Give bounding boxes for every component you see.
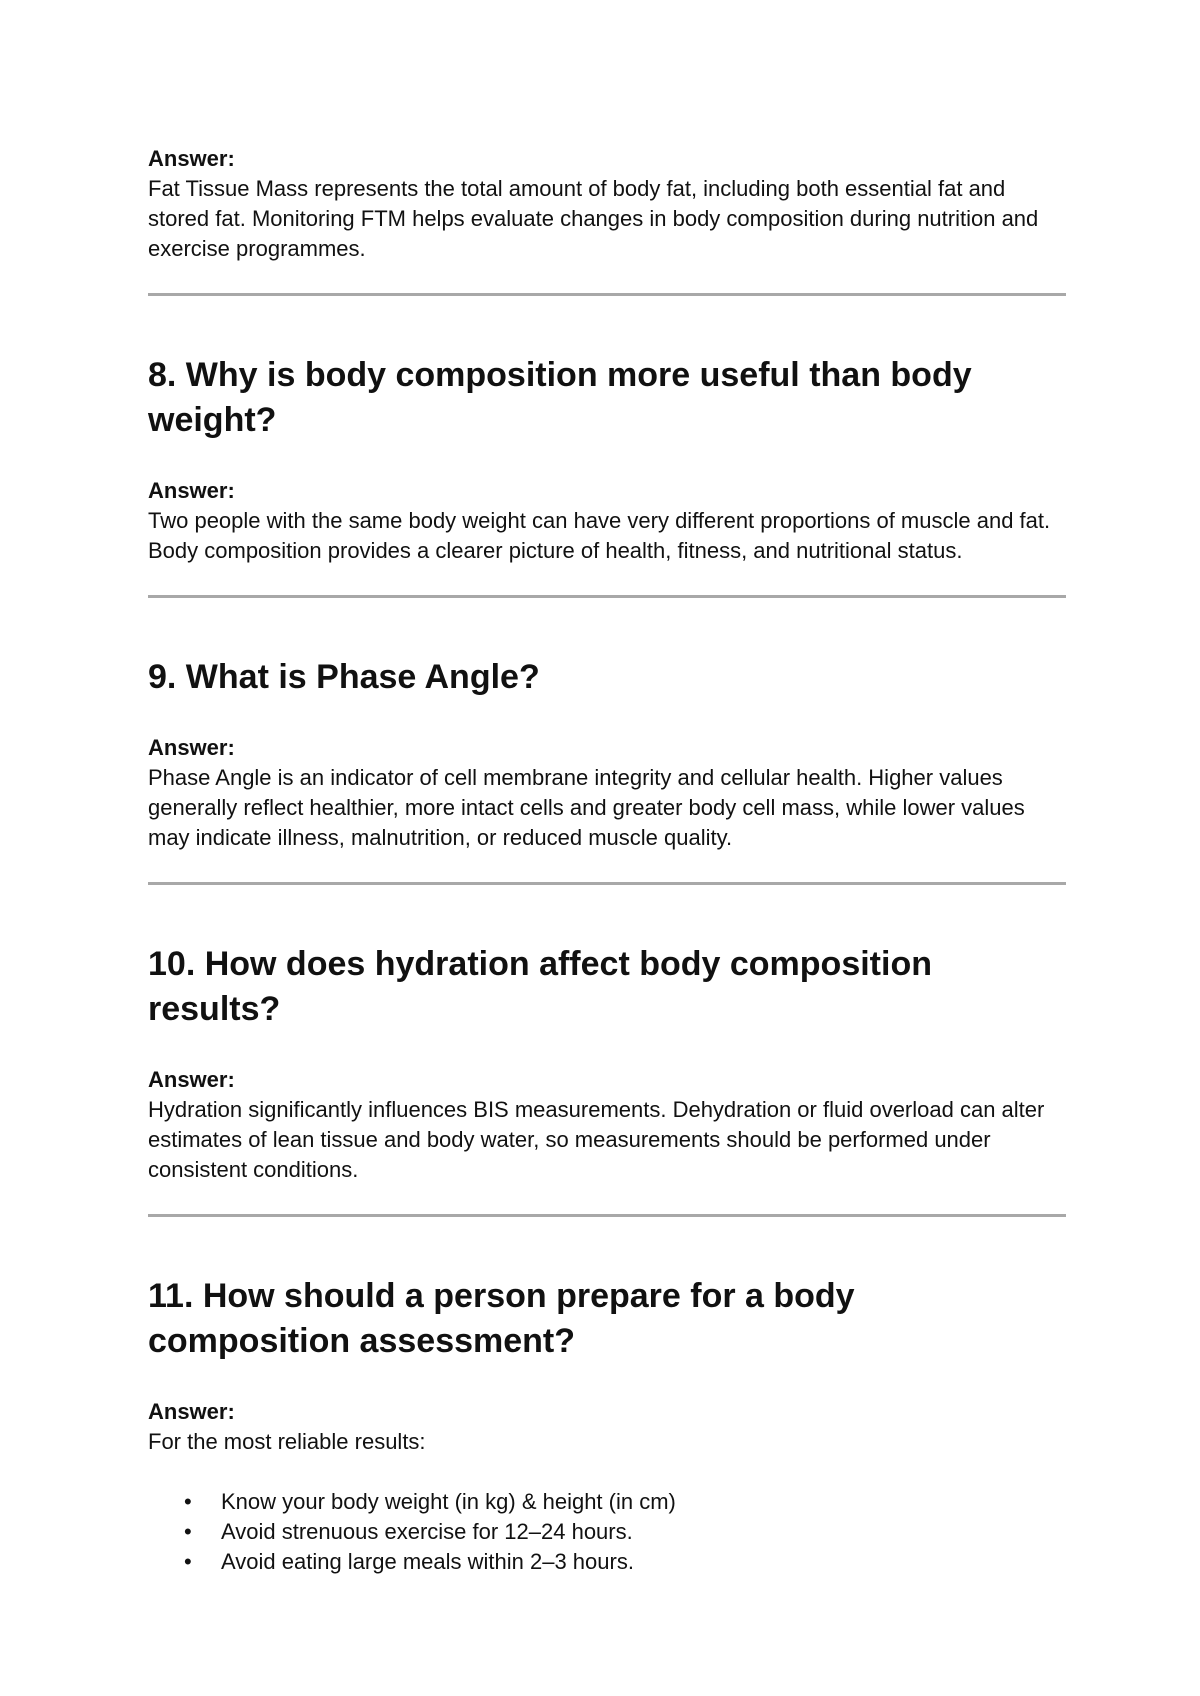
answer-text: For the most reliable results: <box>148 1429 426 1454</box>
answer-label: Answer: <box>148 1399 235 1424</box>
section-divider <box>148 595 1066 598</box>
question-10 <box>148 942 1064 1185</box>
answer-label: Answer: <box>148 735 235 760</box>
question-11 <box>148 1274 1064 1577</box>
answer-label: Answer: <box>148 478 235 503</box>
list-item-text: Know your body weight (in kg) & height (in cm) <box>221 1489 676 1514</box>
intro-answer <box>148 144 1064 264</box>
question-title: 9. What is Phase Angle? <box>148 658 540 696</box>
answer-label: Answer: <box>148 146 235 171</box>
document-page <box>148 144 1064 1577</box>
bullet-icon: • <box>184 1489 192 1514</box>
list-item <box>148 1487 1064 1517</box>
question-9 <box>148 655 1064 853</box>
preparation-list <box>148 1487 1064 1577</box>
question-title: 10. How does hydration affect body composition results? <box>148 945 932 1028</box>
answer-label: Answer: <box>148 1067 235 1092</box>
bullet-icon: • <box>184 1519 192 1544</box>
answer-text: Fat Tissue Mass represents the total amount of body fat, including both essential fat and stored fat. Monitoring FTM helps evaluate changes in body composition during nutrition and exercise programmes. <box>148 176 1039 261</box>
section-divider <box>148 1214 1066 1217</box>
list-item-text: Avoid eating large meals within 2–3 hours. <box>221 1549 634 1574</box>
question-title: 11. How should a person prepare for a body composition assessment? <box>148 1277 855 1360</box>
list-item <box>148 1547 1064 1577</box>
question-title: 8. Why is body composition more useful than body weight? <box>148 356 972 439</box>
bullet-icon: • <box>184 1549 192 1574</box>
section-divider <box>148 293 1066 296</box>
answer-text: Phase Angle is an indicator of cell membrane integrity and cellular health. Higher values generally reflect healthier, more intact cells and greater body cell mass, while lower values may indicate illness, malnutrition, or reduced muscle quality. <box>148 765 1025 850</box>
answer-text: Hydration significantly influences BIS measurements. Dehydration or fluid overload can alter estimates of lean tissue and body water, so measurements should be performed under consistent conditions. <box>148 1097 1045 1182</box>
list-item <box>148 1517 1064 1547</box>
answer-text: Two people with the same body weight can have very different proportions of muscle and fat. Body composition provides a clearer picture of health, fitness, and nutritional status. <box>148 508 1051 563</box>
list-item-text: Avoid strenuous exercise for 12–24 hours. <box>221 1519 633 1544</box>
question-8 <box>148 353 1064 566</box>
section-divider <box>148 882 1066 885</box>
